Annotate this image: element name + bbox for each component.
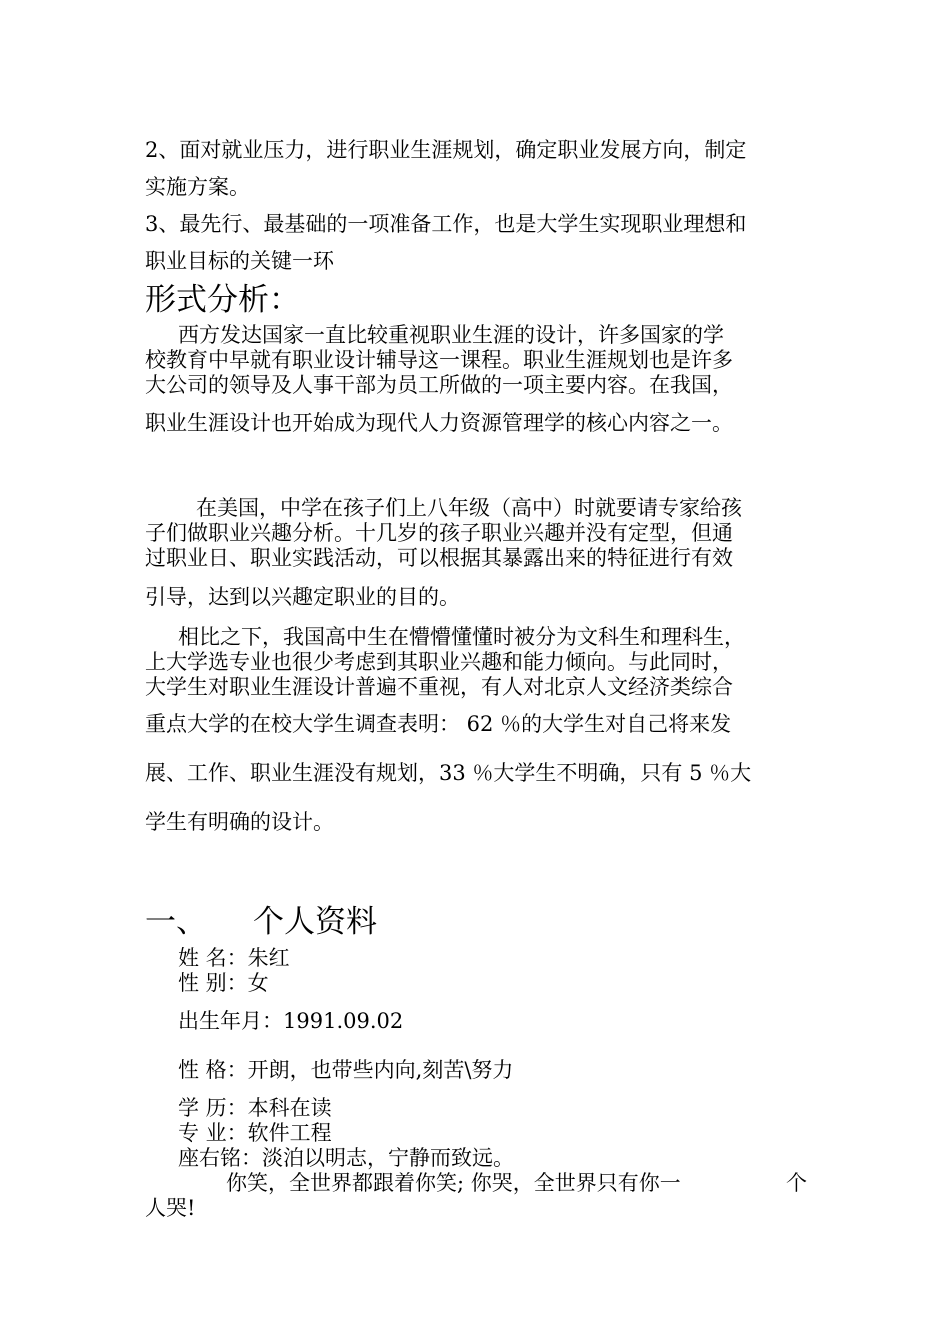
intro-item-3-line-1: 3、最先行、最基础的一项准备工作，也是大学生实现职业理想和 [145, 212, 747, 236]
profile-personality: 性 格：开朗，也带些内向,刻苦\努力 [178, 1058, 514, 1082]
profile-section-title: 个人资料 [253, 904, 377, 940]
analysis-heading: 形式分析： [145, 282, 300, 318]
intro-item-2-line-2: 实施方案。 [145, 175, 250, 199]
analysis-para1-line: 西方发达国家一直比较重视职业生涯的设计，许多国家的学 [178, 323, 724, 347]
profile-birth: 出生年月：1991.09.02 [178, 1009, 404, 1033]
profile-quote-line2: 人哭! [145, 1196, 196, 1220]
analysis-para3-line: 相比之下，我国高中生在懵懵懂懂时被分为文科生和理科生， [178, 625, 745, 649]
intro-item-2-line-1: 2、面对就业压力，进行职业生涯规划，确定职业发展方向，制定 [145, 138, 747, 162]
analysis-para2-line: 子们做职业兴趣分析。十几岁的孩子职业兴趣并没有定型，但通 [145, 521, 733, 545]
intro-item-3-line-2: 职业目标的关键一环 [145, 249, 334, 273]
profile-section-heading [145, 904, 377, 940]
analysis-para3-line: 大学生对职业生涯设计普遍不重视，有人对北京人文经济类综合 [145, 675, 733, 699]
analysis-para3-line: 展、工作、职业生涯没有规划，33 ％大学生不明确，只有 5 ％大 [145, 761, 752, 785]
profile-section-number: 一、 [145, 904, 207, 940]
analysis-para1-line: 大公司的领导及人事干部为员工所做的一项主要内容。在我国， [145, 373, 733, 397]
analysis-para1-line: 职业生涯设计也开始成为现代人力资源管理学的核心内容之一。 [145, 411, 733, 435]
profile-gender: 性 别：女 [178, 971, 269, 995]
analysis-para2-line: 过职业日、职业实践活动，可以根据其暴露出来的特征进行有效 [145, 546, 733, 570]
profile-motto: 座右铭：淡泊以明志，宁静而致远。 [178, 1146, 514, 1170]
analysis-para3-line: 上大学选专业也很少考虑到其职业兴趣和能力倾向。与此同时， [145, 650, 733, 674]
profile-name: 姓 名：朱红 [178, 946, 290, 970]
profile-quote-part1: 你笑，全世界都跟着你笑; 你哭，全世界只有你一 [226, 1171, 681, 1195]
analysis-para3-line: 学生有明确的设计。 [145, 810, 334, 834]
profile-major: 专 业：软件工程 [178, 1121, 332, 1145]
analysis-para2-line: 引导，达到以兴趣定职业的目的。 [145, 585, 460, 609]
analysis-para2-line: 在美国，中学在孩子们上八年级（高中）时就要请专家给孩 [196, 496, 742, 520]
profile-quote-part2: 个 [786, 1171, 807, 1195]
profile-education: 学 历：本科在读 [178, 1096, 332, 1120]
analysis-para3-line: 重点大学的在校大学生调查表明： 62 ％的大学生对自己将来发 [145, 712, 732, 736]
analysis-para1-line: 校教育中早就有职业设计辅导这一课程。职业生涯规划也是许多 [145, 348, 733, 372]
